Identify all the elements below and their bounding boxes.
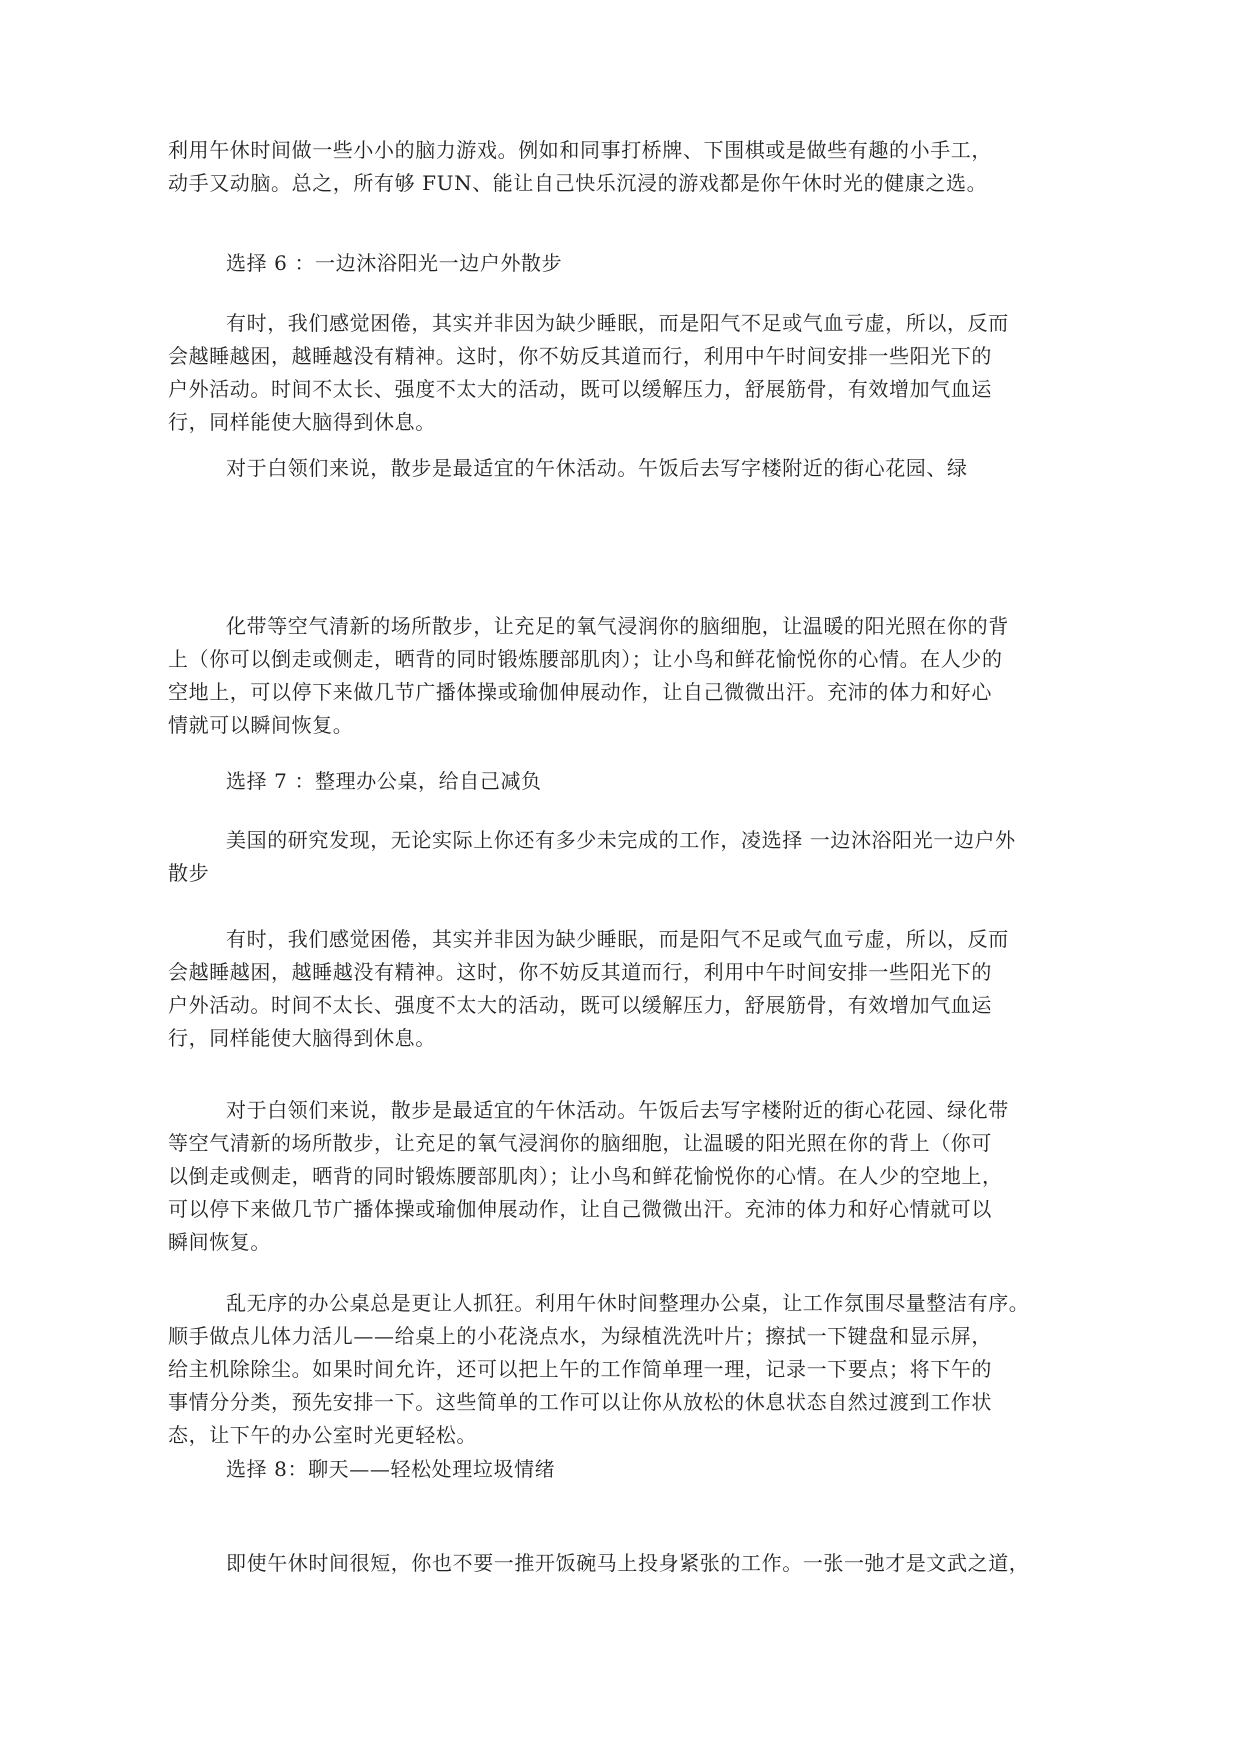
text-line: 等空气清新的场所散步，让充足的氧气浸润你的脑细胞，让温暖的阳光照在你的背上（你可 xyxy=(168,1131,992,1155)
text-line: 给主机除除尘。如果时间允许，还可以把上午的工作简单理一理，记录一下要点；将下午的 xyxy=(168,1357,992,1381)
text-line: 瞬间恢复。 xyxy=(168,1230,271,1254)
text-line: 行，同样能使大脑得到休息。 xyxy=(168,410,436,434)
text-line: 以倒走或侧走，晒背的同时锻炼腰部肌肉）；让小鸟和鲜花愉悦你的心情。在人少的空地上， xyxy=(168,1164,1003,1188)
text-line: 会越睡越困，越睡越没有精神。这时，你不妨反其道而行，利用中午时间安排一些阳光下的 xyxy=(168,344,992,368)
text-line: 顺手做点儿体力活儿——给桌上的小花浇点水，为绿植洗洗叶片；擦拭一下键盘和显示屏， xyxy=(168,1324,992,1348)
text-line: 有时，我们感觉困倦，其实并非因为缺少睡眠，而是阳气不足或气血亏虚，所以，反而 xyxy=(226,927,1009,951)
text-line: 乱无序的办公桌总是更让人抓狂。利用午休时间整理办公桌，让工作氛围尽量整洁有序。 xyxy=(226,1291,1030,1315)
text-line: 即使午休时间很短，你也不要一推开饭碗马上投身紧张的工作。一张一弛才是文武之道， xyxy=(226,1551,1030,1575)
text-line: 可以停下来做几节广播体操或瑜伽伸展动作，让自己微微出汗。充沛的体力和好心情就可以 xyxy=(168,1197,992,1221)
text-line: 上（你可以倒走或侧走，晒背的同时锻炼腰部肌肉）；让小鸟和鲜花愉悦你的心情。在人少的 xyxy=(168,647,1003,671)
section-heading: 选择 6 ：一边沐浴阳光一边户外散步 xyxy=(226,251,563,275)
text-line: 对于白领们来说，散步是最适宜的午休活动。午饭后去写字楼附近的街心花园、绿化带 xyxy=(226,1098,1009,1122)
text-line: 空地上，可以停下来做几节广播体操或瑜伽伸展动作，让自己微微出汗。充沛的体力和好心 xyxy=(168,680,992,704)
text-line: 事情分分类，预先安排一下。这些简单的工作可以让你从放松的休息状态自然过渡到工作状 xyxy=(168,1390,992,1414)
text-line: 行，同样能使大脑得到休息。 xyxy=(168,1026,436,1050)
text-line: 美国的研究发现，无论实际上你还有多少未完成的工作，凌选择 一边沐浴阳光一边户外 xyxy=(226,828,1016,852)
text-line: 态，让下午的办公室时光更轻松。 xyxy=(168,1423,477,1447)
text-line: 利用午休时间做一些小小的脑力游戏。例如和同事打桥牌、下围棋或是做些有趣的小手工， xyxy=(168,138,992,162)
section-heading: 选择 8：聊天——轻松处理垃圾情绪 xyxy=(226,1457,556,1481)
text-line: 户外活动。时间不太长、强度不太大的活动，既可以缓解压力，舒展筋骨，有效增加气血运 xyxy=(168,377,992,401)
text-line: 有时，我们感觉困倦，其实并非因为缺少睡眠，而是阳气不足或气血亏虚，所以，反而 xyxy=(226,311,1009,335)
text-line: 动手又动脑。总之，所有够 FUN、能让自己快乐沉浸的游戏都是你午休时光的健康之选。 xyxy=(168,171,988,195)
section-heading: 选择 7 ：整理办公桌，给自己减负 xyxy=(226,769,542,793)
text-line: 化带等空气清新的场所散步，让充足的氧气浸润你的脑细胞，让温暖的阳光照在你的背 xyxy=(226,614,1009,638)
text-line: 散步 xyxy=(168,861,210,885)
text-line: 对于白领们来说，散步是最适宜的午休活动。午饭后去写字楼附近的街心花园、绿 xyxy=(226,456,968,480)
text-line: 会越睡越困，越睡越没有精神。这时，你不妨反其道而行，利用中午时间安排一些阳光下的 xyxy=(168,960,992,984)
text-line: 户外活动。时间不太长、强度不太大的活动，既可以缓解压力，舒展筋骨，有效增加气血运 xyxy=(168,993,992,1017)
text-line: 情就可以瞬间恢复。 xyxy=(168,713,354,737)
